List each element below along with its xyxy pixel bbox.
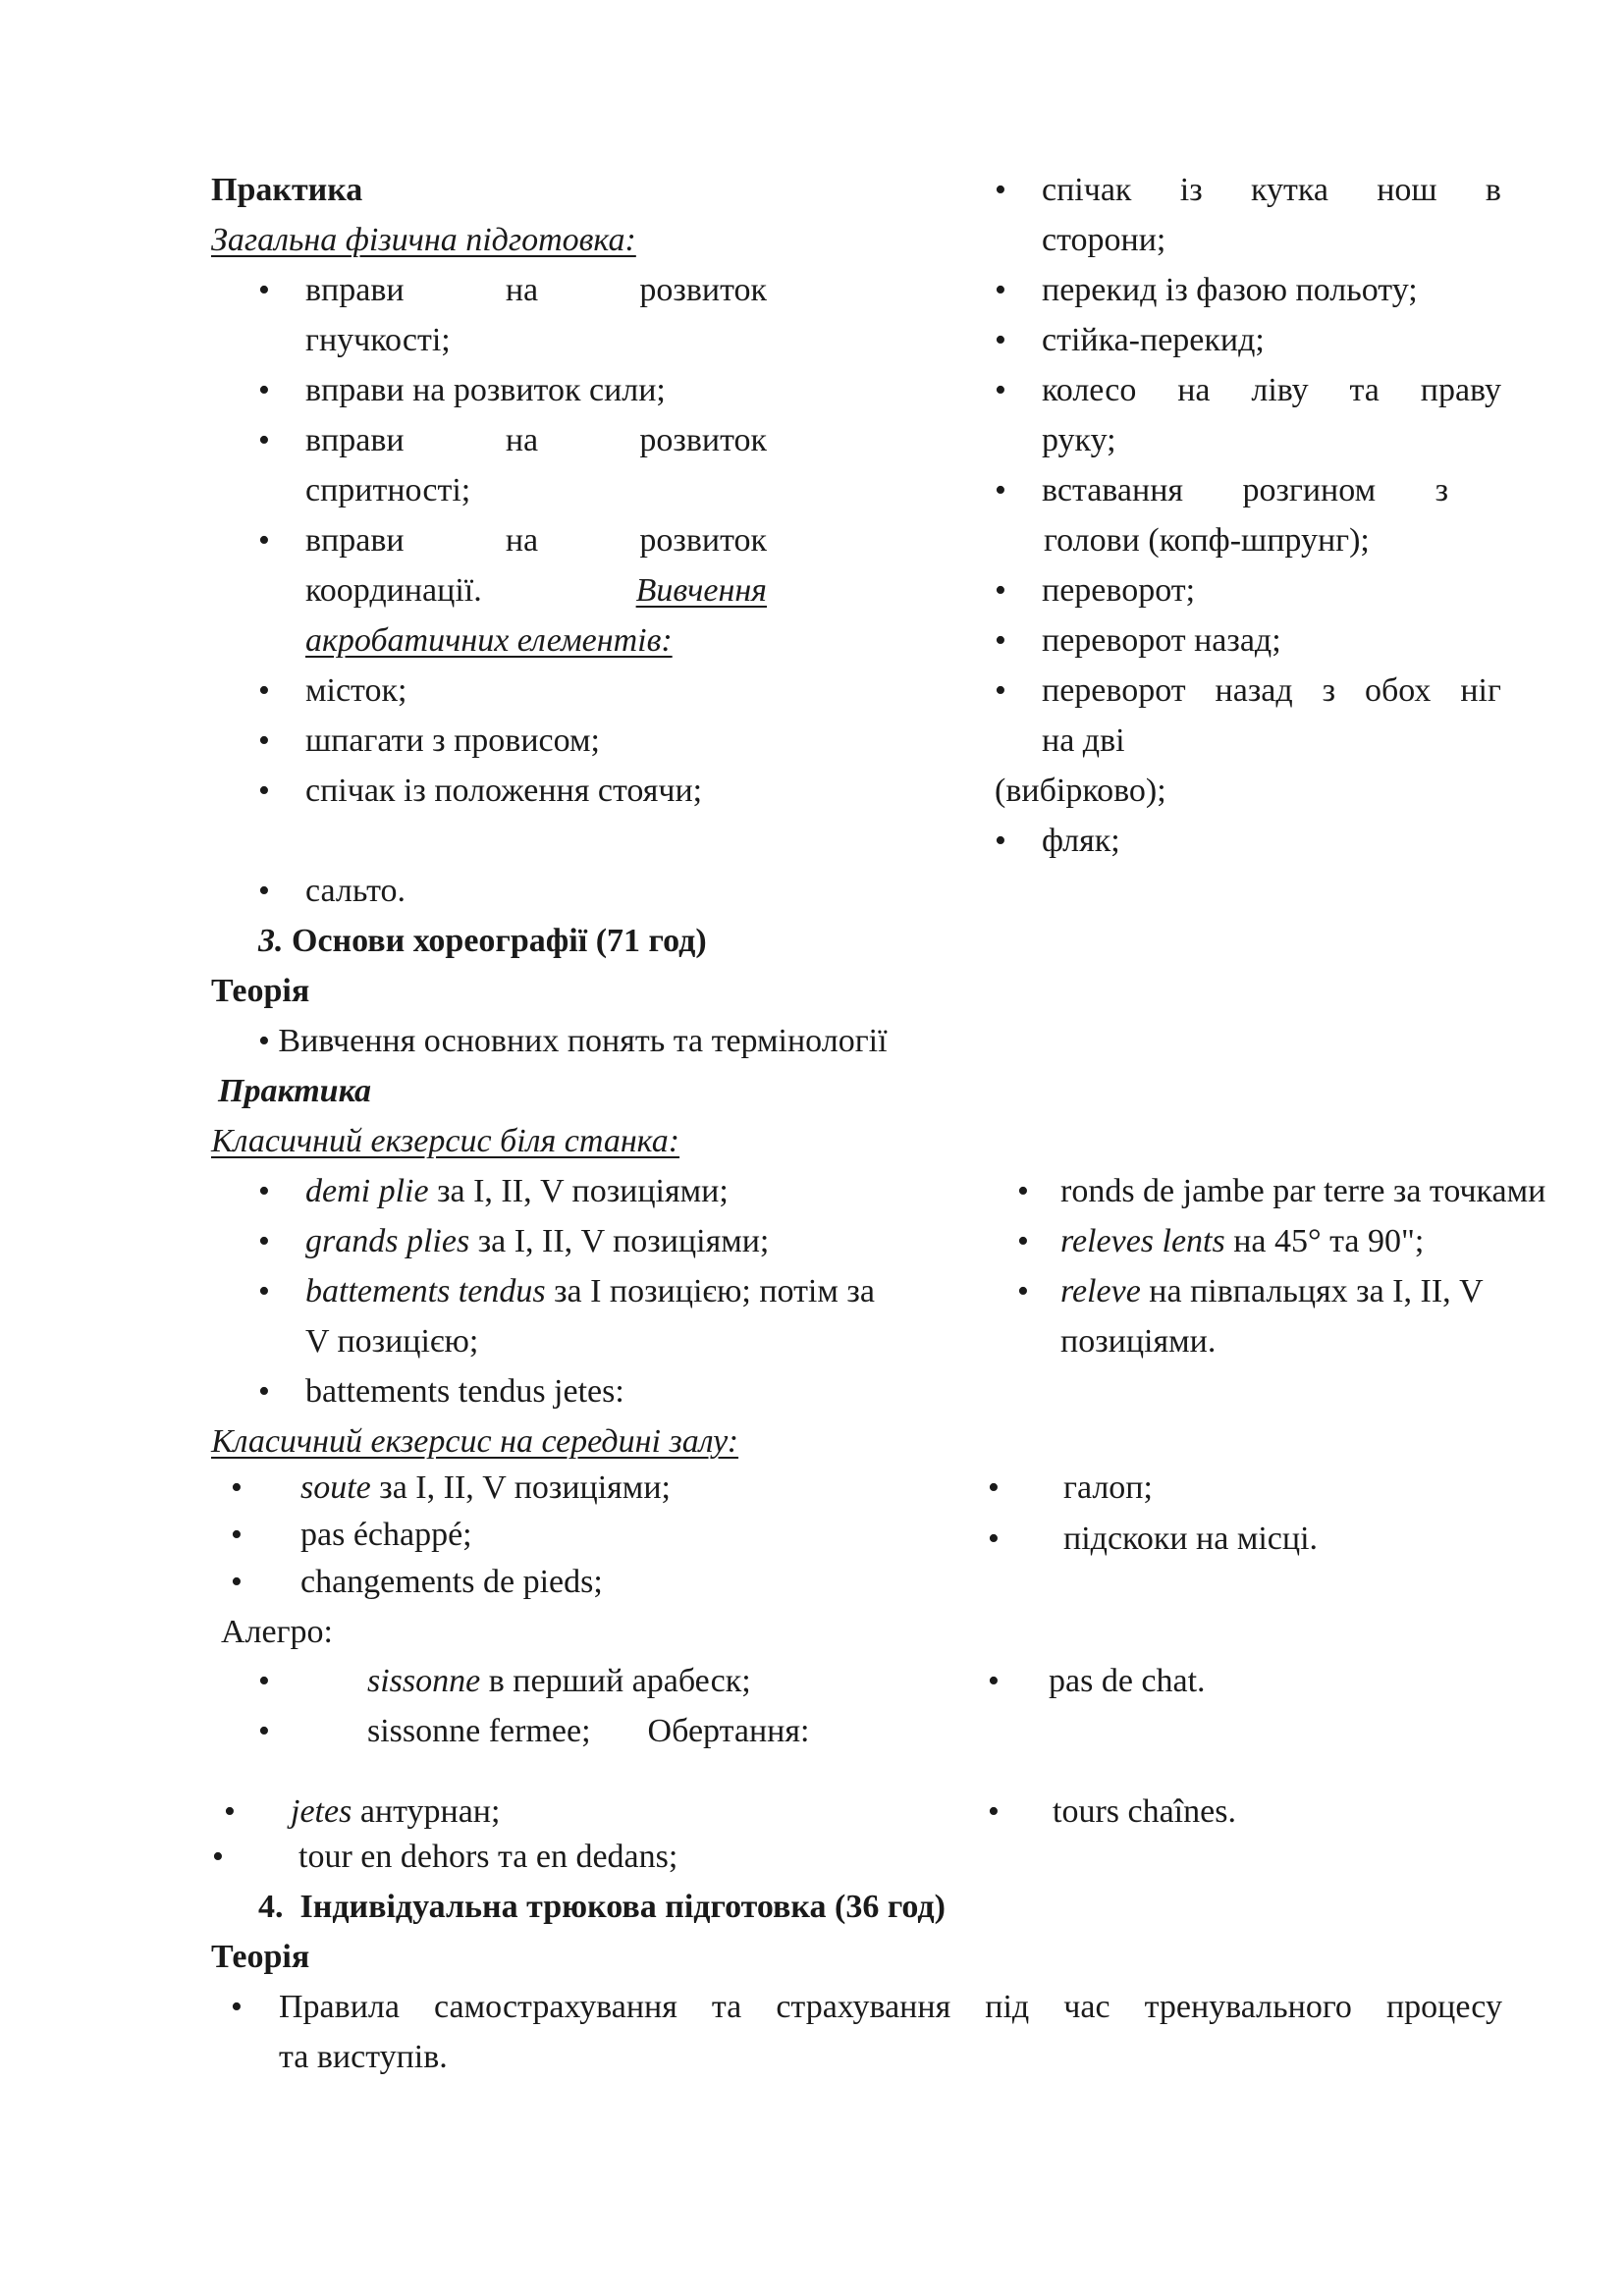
general-physical-training-heading: Загальна фізична підготовка: xyxy=(211,222,636,258)
list-item-text: вправи на розвиток xyxy=(305,272,767,308)
theory-heading: Теорія xyxy=(211,973,310,1009)
section-heading: 4. Індивідуальна трюкова підготовка (36 год) xyxy=(258,1889,946,1925)
acrobatics-heading: акробатичних елементів: xyxy=(305,622,673,659)
allegro-heading: Алегро: xyxy=(221,1614,334,1650)
section-heading: 3. Основи хореографії (71 год) xyxy=(258,923,707,959)
practice-heading: Практика xyxy=(218,1073,371,1109)
bullet: • xyxy=(258,272,270,308)
acrobatics-heading-part: Вивчення xyxy=(635,572,767,609)
practice-heading: Практика xyxy=(211,172,363,208)
document-page: Практика Загальна фізична підготовка: • вправи на розвиток гнучкості; • вправи на розвиток сили; • вправи на розвиток спритності; • вправи на розвиток координації. Вивчення акробатичних елементів: • місток; • шпагати з провисом; • спічак із положення стоячи; • сальто. • спічак із кутка нош в сторони; • перекид із фазою польоту; • стійка-перекид; • колесо на ліву та праву руку; • вставання розгином з голови (копф-шпрунг); • переворот; • переворот назад; • переворот назад з обох ніг на дві (вибірково); • фляк; 3. Основи хореографії (71 год) Теорія • Вивчення основних понять та термінології Практика Класичний екзерсис біля станка: • demi plie за І, ІІ, V позиціями; • grands plies за І, ІІ, V позиціями; • battements tendus за І позицією; потім за V позицією; • battements tendus jetes: • ronds de jambe par terre за точками • releves lents на 45° та 90"; • releve на півпальцях за І, ІІ, V позиціями. Класичний екзерсис на середині залу: • soute за І, ІІ, V позиціями; • pas échappé; • changements de pieds; • галоп; • підскоки на місці. Алегро: • sissonne в перший арабеск; • sissonne fermee; Обертання: • pas de chat. • jetes антурнан; • tour en dehors та en dedans; • tours chaînes. 4. Індивідуальна трюкова підготовка (36 год) Теорія • Правила самострахування та страхування під час тренувального процесу та виступів. xyxy=(0,0,1624,2296)
theory-heading: Теорія xyxy=(211,1939,310,1975)
list-item: • Вивчення основних понять та термінології xyxy=(258,1023,888,1059)
barre-heading: Класичний екзерсис біля станка: xyxy=(211,1123,680,1159)
center-exercise-heading: Класичний екзерсис на середині залу: xyxy=(211,1423,739,1460)
